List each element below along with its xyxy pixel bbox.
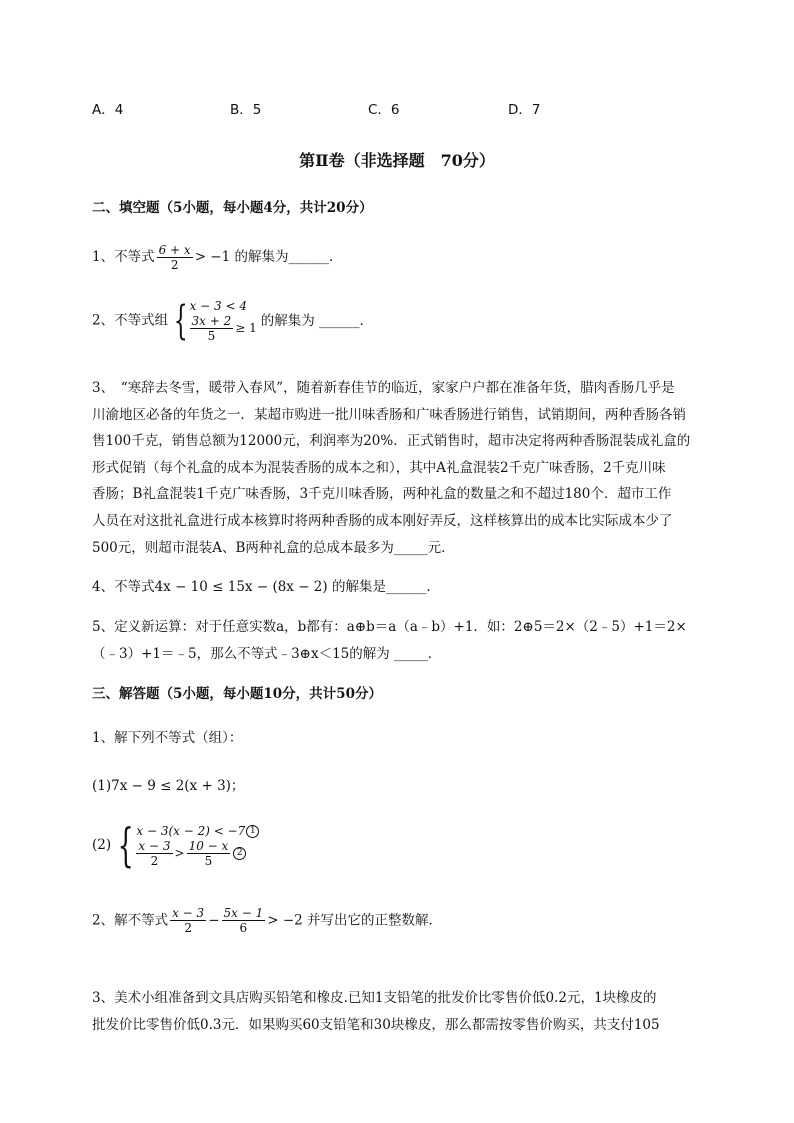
circled-number-2: 2 bbox=[233, 847, 246, 860]
fraction-denominator: 2 bbox=[170, 258, 179, 272]
brace-icon: { bbox=[173, 297, 188, 344]
fill-q2-prefix: 2、不等式组 bbox=[92, 312, 169, 329]
solve-q1-part2 bbox=[92, 818, 259, 872]
fill-q3-line: 售100千克，销售总额为12000元，利润率为20%．正式销售时，超市决定将两种香肠混装成礼盒的 bbox=[92, 433, 691, 450]
fraction-numerator: 5x − 1 bbox=[223, 906, 264, 920]
fill-q3-line: 3、 “寒辞去冬雪，暖带入春风”，随着新春佳节的临近，家家户户都在准备年货，腊肉香肠几乎是 bbox=[92, 380, 675, 396]
fill-q5 bbox=[92, 614, 742, 667]
fill-q5-line: 5、定义新运算：对于任意实数a，b都有：a⊕b＝a（a﹣b）+1．如：2⊕5＝2×（2﹣5）+1＝2× bbox=[92, 619, 687, 635]
inequality-system bbox=[136, 823, 259, 868]
fraction-numerator: x − 3 bbox=[172, 906, 205, 920]
system-fraction-right bbox=[187, 839, 231, 868]
fill-q2 bbox=[92, 298, 373, 343]
fraction-denominator: 5 bbox=[204, 853, 213, 868]
fraction-numerator: 3x + 2 bbox=[191, 314, 232, 328]
fraction-numerator: 10 − x bbox=[188, 838, 229, 853]
solve-q1-intro: 1、解下列不等式（组）： bbox=[92, 730, 243, 746]
fraction-numerator: 6 + x bbox=[158, 243, 191, 257]
solve-q3 bbox=[92, 985, 742, 1038]
inequality-system bbox=[190, 298, 257, 343]
fill-q3-line: 500元，则超市混装A、B两种礼盒的总成本最多为_____元． bbox=[92, 539, 455, 556]
part2-title: 第Ⅱ卷（非选择题 70分） bbox=[299, 151, 495, 170]
fraction-denominator: 6 bbox=[239, 921, 248, 935]
system-line-1: x − 3 < 4 bbox=[189, 299, 247, 313]
solve-q1-part1: (1)7x − 9 ≤ 2(x + 3)； bbox=[92, 778, 245, 794]
minus-sign: − bbox=[208, 912, 220, 929]
fill-q3-line: 川渝地区必备的年货之一．某超市购进一批川味香肠和广味香肠进行销售，试销期间，两种香肠各销 bbox=[92, 406, 686, 423]
fraction-numerator: x − 3 bbox=[138, 838, 171, 853]
fill-q4: 4、不等式4x − 10 ≤ 15x − (8x − 2) 的解集是______． bbox=[92, 579, 440, 595]
fill-q1 bbox=[92, 243, 342, 272]
fraction-denominator: 2 bbox=[184, 921, 192, 935]
solve-q2-fraction-1 bbox=[170, 906, 206, 935]
option-d: D．7 bbox=[508, 102, 541, 118]
system-relation: ≥ 1 bbox=[235, 321, 257, 335]
fill-q3-line: 人员在对这批礼盒进行成本核算时将两种香肠的成本刚好弄反，这样核算出的成本比实际成本少了 bbox=[92, 512, 673, 529]
fill-blank-heading: 二、填空题（5小题，每小题4分，共计20分） bbox=[92, 200, 373, 216]
part2-label: (2) bbox=[92, 837, 112, 853]
option-c: C．6 bbox=[368, 102, 400, 118]
fraction-denominator: 5 bbox=[207, 329, 216, 343]
solve-q3-line: 批发价比零售价低0.3元．如果购买60支铅笔和30块橡皮，那么都需按零售价购买，共支付105 bbox=[92, 1016, 660, 1033]
fill-q1-fraction bbox=[157, 243, 193, 272]
fill-q1-prefix: 1、不等式 bbox=[92, 249, 155, 265]
fraction-denominator: 2 bbox=[150, 853, 159, 868]
fill-q1-suffix: > −1 的解集为______． bbox=[194, 249, 343, 265]
fill-q2-suffix: 的解集为 ______． bbox=[260, 312, 374, 329]
brace-icon: { bbox=[117, 818, 134, 872]
system-line-1: x − 3(x − 2) < −7 bbox=[136, 823, 246, 838]
solve-heading: 三、解答题（5小题，每小题10分，共计50分） bbox=[92, 686, 382, 702]
system-fraction-left bbox=[136, 839, 172, 868]
solve-q2-fraction-2 bbox=[222, 906, 266, 935]
system-relation: > bbox=[174, 845, 185, 860]
option-a: A．4 bbox=[92, 102, 124, 118]
fill-q5-line: （﹣3）+1＝﹣5，那么不等式﹣3⊕x＜15的解为 _____． bbox=[92, 645, 442, 662]
solve-q3-line: 3、美术小组准备到文具店购买铅笔和橡皮.已知1支铅笔的批发价比零售价低0.2元，1块橡皮的 bbox=[92, 990, 657, 1006]
fill-q3 bbox=[92, 375, 742, 561]
solve-q2-prefix: 2、解不等式 bbox=[92, 912, 169, 929]
system-fraction bbox=[190, 314, 234, 343]
circled-number-1: 1 bbox=[246, 825, 259, 838]
solve-q2-suffix: > −2 并写出它的正整数解． bbox=[267, 912, 443, 929]
fill-q3-line: 香肠；B礼盒混装1千克广味香肠，3千克川味香肠，两种礼盒的数量之和不超过180个．超市工作 bbox=[92, 486, 672, 503]
fill-q3-line: 形式促销（每个礼盒的成本为混装香肠的成本之和），其中A礼盒混装2千克广味香肠，2千克川味 bbox=[92, 459, 666, 476]
option-b: B．5 bbox=[230, 102, 262, 118]
solve-q2 bbox=[92, 906, 442, 935]
